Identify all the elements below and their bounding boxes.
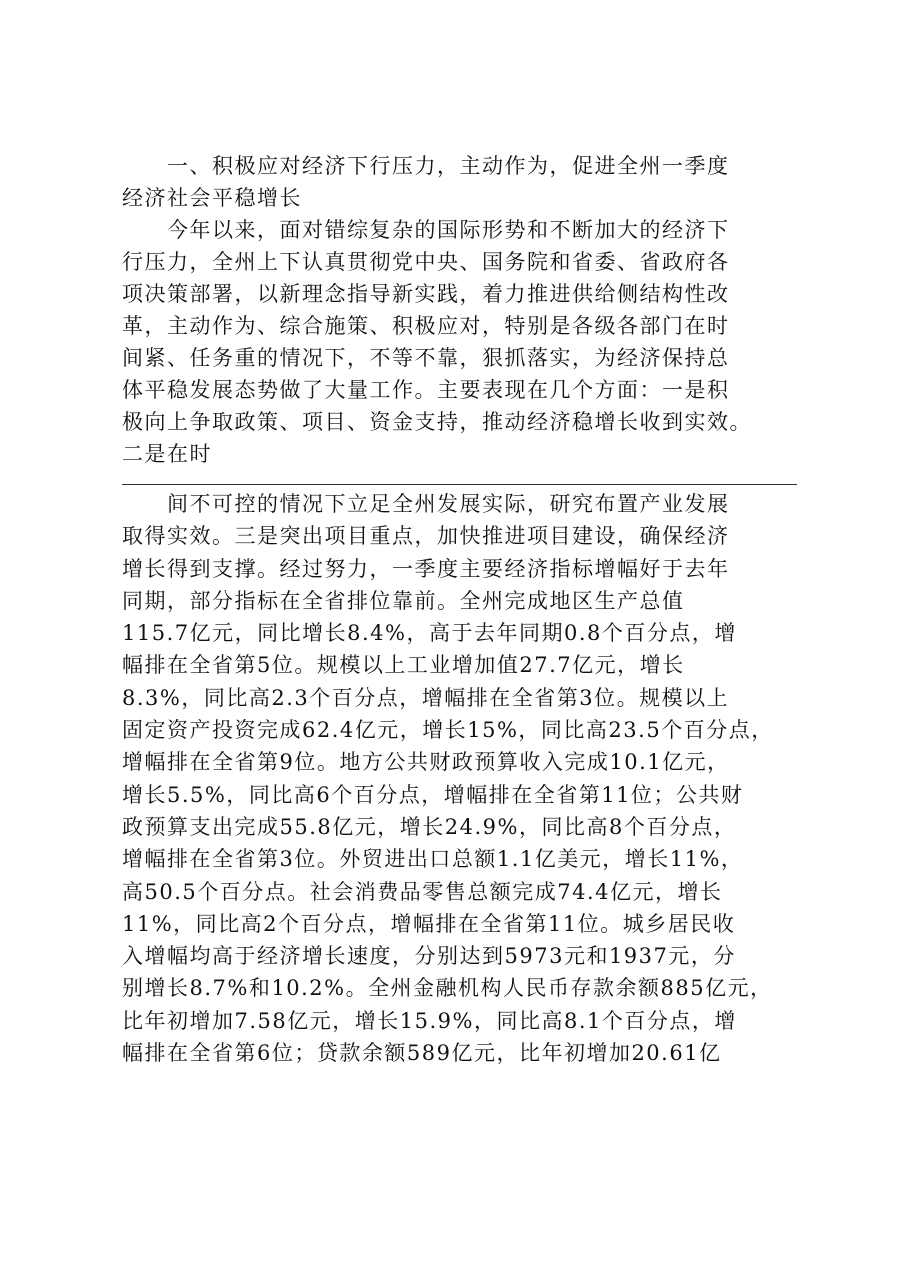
text-line: 间紧、任务重的情况下，不等不靠，狠抓落实，为经济保持总: [122, 346, 730, 370]
text-line: 比年初增加7.58亿元，增长15.9%，同比高8.1个百分点，增: [122, 1008, 737, 1033]
text-line: 极向上争取政策、项目、资金支持，推动经济稳增长收到实效。: [122, 410, 752, 434]
text-line: 增幅排在全省第3位。外贸进出口总额1.1亿美元，增长11%，: [122, 847, 744, 872]
text-line: 今年以来，面对错综复杂的国际形势和不断加大的经济下: [122, 218, 730, 242]
text-line: 取得实效。三是突出项目重点，加快推进项目建设，确保经济: [122, 524, 730, 549]
text-line: 同期，部分指标在全省排位靠前。全州完成地区生产总值: [122, 588, 685, 613]
text-line: 增幅排在全省第9位。地方公共财政预算收入完成10.1亿元，: [122, 750, 730, 775]
text-line: 入增幅均高于经济增长速度，分别达到5973元和1937元，分: [122, 944, 736, 969]
text-line: 二是在时: [122, 442, 212, 466]
document-text-top: [122, 150, 797, 470]
text-line: 增长得到支撑。经过努力，一季度主要经济指标增幅好于去年: [122, 556, 730, 581]
text-line: 项决策部署，以新理念指导新实践，着力推进供给侧结构性改: [122, 282, 730, 306]
text-line: 一、积极应对经济下行压力，主动作为，促进全州一季度: [122, 154, 730, 178]
text-line: 高50.5个百分点。社会消费品零售总额完成74.4亿元，增长: [122, 879, 723, 904]
text-line: 革，主动作为、综合施策、积极应对，特别是各级各部门在时: [122, 314, 730, 338]
separator-line: [122, 484, 797, 485]
text-line: 别增长8.7%和10.2%。全州金融机构人民币存款余额885亿元，: [122, 976, 773, 1001]
text-line: 115.7亿元，同比增长8.4%，高于去年同期0.8个百分点，增: [122, 621, 737, 646]
text-line: 8.3%，同比高2.3个百分点，增幅排在全省第3位。规模以上: [122, 685, 730, 710]
text-line: 增长5.5%，同比高6个百分点，增幅排在全省第11位；公共财: [122, 782, 744, 807]
text-line: 经济社会平稳增长: [122, 186, 302, 210]
text-line: 11%，同比高2个百分点，增幅排在全省第11位。城乡居民收: [122, 911, 736, 936]
text-line: 间不可控的情况下立足全州发展实际，研究布置产业发展: [122, 492, 730, 516]
text-line: 体平稳发展态势做了大量工作。主要表现在几个方面：一是积: [122, 378, 730, 402]
text-line: 幅排在全省第6位；贷款余额589亿元，比年初增加20.61亿: [122, 1041, 722, 1066]
document-text-bottom: [122, 488, 797, 1069]
text-line: 政预算支出完成55.8亿元，增长24.9%，同比高8个百分点，: [122, 814, 737, 839]
text-line: 固定资产投资完成62.4亿元，增长15%，同比高23.5个百分点，: [122, 718, 774, 743]
text-line: 幅排在全省第5位。规模以上工业增加值27.7亿元，增长: [122, 653, 685, 678]
text-line: 行压力，全州上下认真贯彻党中央、国务院和省委、省政府各: [122, 250, 730, 274]
